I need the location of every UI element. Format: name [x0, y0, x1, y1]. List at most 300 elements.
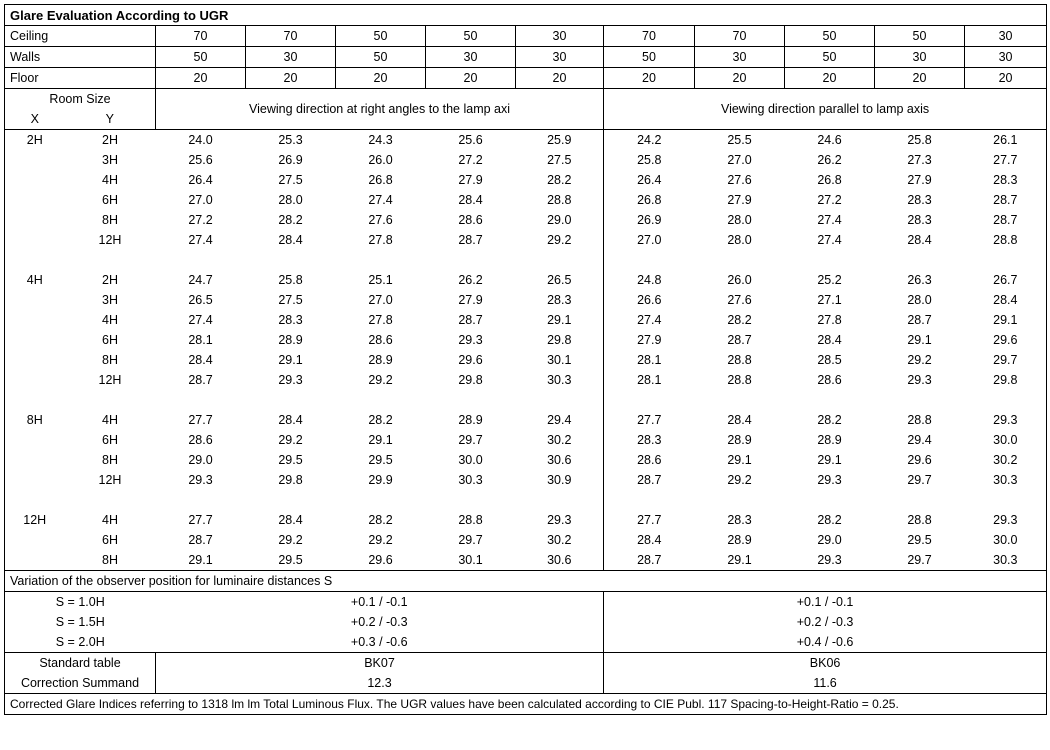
spacer-cell [516, 490, 604, 510]
room-y-label: 8H [102, 213, 118, 227]
room-x-label [5, 210, 65, 230]
reflectance-cell: 50 [785, 26, 875, 47]
ugr-value: 28.2 [727, 313, 752, 327]
spacer-cell [516, 390, 604, 410]
variation-value-left: +0.2 / -0.3 [156, 612, 604, 632]
ugr-value: 28.2 [516, 170, 604, 190]
ugr-value: 29.2 [278, 533, 303, 547]
room-x-label [5, 470, 65, 490]
room-x-label [5, 530, 65, 550]
ugr-value: 26.5 [188, 293, 213, 307]
room-y-label: 12H [98, 373, 122, 387]
ugr-value: 28.2 [278, 213, 303, 227]
ugr-value: 29.2 [368, 373, 393, 387]
ugr-value: 27.0 [188, 193, 213, 207]
ugr-value: 28.7 [458, 233, 483, 247]
ugr-value: 25.6 [426, 130, 516, 151]
ugr-value: 28.5 [817, 353, 842, 367]
ugr-value: 26.8 [368, 173, 393, 187]
ugr-value: 29.8 [516, 330, 604, 350]
ugr-value: 28.8 [458, 513, 483, 527]
reflectance-cell: 30 [965, 26, 1047, 47]
ugr-value: 27.9 [907, 173, 932, 187]
spacer-cell [5, 250, 65, 270]
variation-label: S = 1.5H [5, 612, 156, 632]
ugr-value: 27.6 [368, 213, 393, 227]
ugr-value: 29.2 [907, 353, 932, 367]
variation-value-right: +0.1 / -0.1 [604, 592, 1047, 613]
variation-value-right: +0.4 / -0.6 [604, 632, 1047, 653]
room-y-label: 8H [102, 453, 118, 467]
ugr-value: 26.9 [604, 210, 695, 230]
reflectance-cell: 50 [875, 26, 965, 47]
ugr-value: 28.4 [604, 530, 695, 550]
ugr-value: 29.7 [458, 433, 483, 447]
ugr-value: 25.1 [368, 273, 393, 287]
data-row [5, 410, 1047, 430]
ugr-value: 29.2 [727, 473, 752, 487]
reflectance-cell: 20 [336, 68, 426, 89]
reflectance-cell: 70 [695, 26, 785, 47]
ugr-value: 28.9 [278, 333, 303, 347]
data-row [5, 370, 1047, 390]
ugr-value: 28.9 [368, 353, 393, 367]
reflectance-label-floor: Floor [5, 68, 156, 89]
ugr-value: 27.9 [458, 173, 483, 187]
reflectance-cell: 70 [246, 26, 336, 47]
room-x-label: 8H [5, 410, 65, 430]
room-y-label: 4H [102, 173, 118, 187]
standard-table-right: BK06 [604, 653, 1047, 674]
reflectance-cell: 20 [516, 68, 604, 89]
ugr-value: 24.8 [604, 270, 695, 290]
ugr-value: 30.0 [458, 453, 483, 467]
ugr-value: 28.1 [604, 370, 695, 390]
spacer-cell [156, 390, 246, 410]
reflectance-cell: 50 [156, 47, 246, 68]
variation-label: S = 2.0H [5, 632, 156, 653]
ugr-value: 29.7 [965, 350, 1047, 370]
room-y-label: 8H [102, 353, 118, 367]
ugr-value: 27.0 [368, 293, 393, 307]
ugr-value: 28.4 [278, 413, 303, 427]
room-y-label: 2H [65, 130, 156, 151]
data-row [5, 450, 1047, 470]
room-x-label [5, 330, 65, 350]
ugr-value: 24.2 [604, 130, 695, 151]
ugr-value: 28.7 [604, 470, 695, 490]
ugr-value: 29.1 [368, 433, 393, 447]
correction-summand-right: 11.6 [604, 673, 1047, 694]
ugr-value: 28.2 [817, 413, 842, 427]
reflectance-cell: 50 [336, 26, 426, 47]
ugr-value: 28.7 [965, 210, 1047, 230]
room-x-label [5, 450, 65, 470]
ugr-value: 28.8 [965, 230, 1047, 250]
ugr-value: 30.2 [516, 430, 604, 450]
page-title: Glare Evaluation According to UGR [5, 5, 1047, 26]
ugr-value: 30.1 [516, 350, 604, 370]
ugr-value: 28.4 [188, 353, 213, 367]
variation-row [5, 632, 1047, 653]
data-row [5, 550, 1047, 571]
ugr-value: 28.7 [188, 373, 213, 387]
ugr-value: 29.1 [516, 310, 604, 330]
spacer-cell [785, 250, 875, 270]
variation-label: S = 1.0H [5, 592, 156, 613]
room-y-label: 4H [102, 413, 118, 427]
ugr-value: 29.3 [965, 510, 1047, 530]
ugr-value: 29.5 [368, 453, 393, 467]
room-size-y-header: Y [65, 109, 156, 130]
ugr-value: 28.3 [727, 513, 752, 527]
ugr-value: 27.2 [458, 153, 483, 167]
ugr-value: 30.2 [516, 530, 604, 550]
variation-value-left: +0.3 / -0.6 [156, 632, 604, 653]
ugr-value: 29.7 [875, 550, 965, 571]
reflectance-row-walls [5, 47, 1047, 68]
ugr-value: 27.0 [727, 153, 752, 167]
reflectance-cell: 20 [965, 68, 1047, 89]
standard-table-left: BK07 [156, 653, 604, 674]
ugr-value: 27.5 [278, 293, 303, 307]
ugr-value: 28.9 [727, 433, 752, 447]
ugr-value: 26.0 [727, 273, 752, 287]
ugr-value: 28.9 [727, 533, 752, 547]
ugr-value: 26.1 [965, 130, 1047, 151]
ugr-value: 26.9 [278, 153, 303, 167]
spacer-cell [875, 490, 965, 510]
reflectance-cell: 30 [426, 47, 516, 68]
ugr-value: 29.8 [965, 370, 1047, 390]
ugr-value: 30.0 [965, 530, 1047, 550]
reflectance-cell: 30 [695, 47, 785, 68]
reflectance-label-ceiling: Ceiling [5, 26, 156, 47]
ugr-value: 28.9 [458, 413, 483, 427]
room-y-label: 8H [65, 550, 156, 571]
ugr-value: 28.6 [817, 373, 842, 387]
title-row [5, 5, 1047, 26]
ugr-value: 29.3 [516, 510, 604, 530]
spacer-cell [965, 390, 1047, 410]
ugr-value: 29.1 [727, 453, 752, 467]
variation-row [5, 612, 1047, 632]
ugr-value: 28.4 [817, 333, 842, 347]
ugr-value: 28.0 [278, 193, 303, 207]
ugr-value: 29.0 [188, 453, 213, 467]
data-row [5, 290, 1047, 310]
ugr-value: 29.5 [278, 453, 303, 467]
ugr-value: 28.8 [516, 190, 604, 210]
data-row [5, 190, 1047, 210]
ugr-value: 29.2 [368, 533, 393, 547]
data-row [5, 350, 1047, 370]
ugr-value: 24.3 [336, 130, 426, 151]
ugr-value: 26.2 [817, 153, 842, 167]
ugr-value: 28.7 [604, 550, 695, 571]
data-row [5, 210, 1047, 230]
reflectance-cell: 20 [875, 68, 965, 89]
room-x-label [5, 290, 65, 310]
ugr-value: 27.9 [604, 330, 695, 350]
ugr-value: 27.7 [188, 513, 213, 527]
reflectance-cell: 30 [516, 26, 604, 47]
reflectance-cell: 70 [604, 26, 695, 47]
ugr-value: 28.1 [188, 333, 213, 347]
ugr-value: 28.3 [516, 290, 604, 310]
reflectance-cell: 70 [156, 26, 246, 47]
ugr-table [4, 4, 1047, 715]
spacer-cell [5, 490, 65, 510]
ugr-value: 28.4 [727, 413, 752, 427]
spacer-cell [426, 390, 516, 410]
ugr-value: 29.1 [907, 333, 932, 347]
ugr-value: 28.0 [727, 213, 752, 227]
ugr-value: 28.3 [278, 313, 303, 327]
data-row [5, 330, 1047, 350]
ugr-value: 27.3 [907, 153, 932, 167]
ugr-value: 30.3 [458, 473, 483, 487]
ugr-value: 26.5 [516, 270, 604, 290]
ugr-value: 29.3 [458, 333, 483, 347]
ugr-value: 29.9 [368, 473, 393, 487]
spacer-cell [65, 250, 156, 270]
ugr-value: 25.8 [604, 150, 695, 170]
ugr-value: 28.7 [188, 533, 213, 547]
variation-title: Variation of the observer position for luminaire distances S [5, 571, 1047, 592]
ugr-value: 27.4 [817, 213, 842, 227]
group-header-perpendicular: Viewing direction at right angles to the lamp axi [156, 89, 604, 130]
ugr-value: 29.2 [278, 433, 303, 447]
ugr-value: 30.3 [965, 550, 1047, 571]
ugr-value: 27.1 [817, 293, 842, 307]
variation-value-right: +0.2 / -0.3 [604, 612, 1047, 632]
reflectance-row-ceiling [5, 26, 1047, 47]
variation-value-left: +0.1 / -0.1 [156, 592, 604, 613]
ugr-value: 25.9 [516, 130, 604, 151]
ugr-value: 25.8 [278, 273, 303, 287]
spacer-cell [65, 490, 156, 510]
ugr-value: 29.6 [336, 550, 426, 571]
ugr-value: 29.1 [695, 550, 785, 571]
reflectance-cell: 20 [156, 68, 246, 89]
ugr-value: 29.1 [156, 550, 246, 571]
spacer-cell [785, 490, 875, 510]
data-row [5, 230, 1047, 250]
room-x-label: 2H [5, 130, 65, 151]
room-x-label [5, 230, 65, 250]
ugr-value: 26.4 [604, 170, 695, 190]
room-y-label: 6H [102, 533, 118, 547]
ugr-value: 29.6 [907, 453, 932, 467]
reflectance-cell: 20 [695, 68, 785, 89]
ugr-value: 29.3 [907, 373, 932, 387]
ugr-value: 30.9 [516, 470, 604, 490]
standard-table-label: Standard table [5, 653, 156, 674]
ugr-value: 30.6 [516, 550, 604, 571]
ugr-value: 27.0 [604, 230, 695, 250]
ugr-value: 28.9 [817, 433, 842, 447]
ugr-value: 29.3 [278, 373, 303, 387]
ugr-value: 27.2 [188, 213, 213, 227]
ugr-value: 28.8 [907, 513, 932, 527]
ugr-value: 28.4 [907, 233, 932, 247]
ugr-value: 30.2 [965, 450, 1047, 470]
spacer-cell [695, 390, 785, 410]
ugr-value: 27.4 [368, 193, 393, 207]
ugr-value: 27.4 [188, 313, 213, 327]
spacer-cell [5, 390, 65, 410]
spacer-cell [156, 250, 246, 270]
reflectance-cell: 50 [336, 47, 426, 68]
ugr-value: 27.7 [188, 413, 213, 427]
room-y-label: 6H [102, 193, 118, 207]
ugr-value: 27.6 [727, 293, 752, 307]
ugr-value: 27.7 [604, 510, 695, 530]
ugr-value: 30.1 [426, 550, 516, 571]
ugr-value: 30.3 [516, 370, 604, 390]
reflectance-cell: 20 [604, 68, 695, 89]
room-x-label [5, 370, 65, 390]
spacer-cell [965, 490, 1047, 510]
spacer-cell [875, 250, 965, 270]
room-x-label [5, 550, 65, 571]
ugr-value: 28.3 [907, 213, 932, 227]
spacer-cell [785, 390, 875, 410]
ugr-value: 29.6 [458, 353, 483, 367]
reflectance-cell: 30 [965, 47, 1047, 68]
reflectance-row-floor [5, 68, 1047, 89]
ugr-value: 28.4 [965, 290, 1047, 310]
ugr-value: 25.5 [695, 130, 785, 151]
group-spacer [5, 390, 1047, 410]
ugr-value: 27.4 [604, 310, 695, 330]
ugr-value: 30.0 [965, 430, 1047, 450]
ugr-value: 28.1 [604, 350, 695, 370]
room-x-label [5, 150, 65, 170]
spacer-cell [426, 250, 516, 270]
ugr-value: 29.0 [516, 210, 604, 230]
ugr-value: 28.2 [368, 413, 393, 427]
ugr-value: 26.8 [817, 173, 842, 187]
spacer-cell [604, 490, 695, 510]
data-row [5, 530, 1047, 550]
ugr-value: 29.6 [965, 330, 1047, 350]
ugr-value: 28.7 [907, 313, 932, 327]
footnote-row [5, 694, 1047, 715]
room-y-label: 4H [102, 513, 118, 527]
spacer-cell [965, 250, 1047, 270]
reflectance-cell: 20 [785, 68, 875, 89]
ugr-value: 28.2 [368, 513, 393, 527]
spacer-cell [336, 250, 426, 270]
data-row [5, 130, 1047, 151]
ugr-value: 27.4 [188, 233, 213, 247]
ugr-value: 28.8 [907, 413, 932, 427]
data-row [5, 510, 1047, 530]
ugr-value: 29.3 [965, 410, 1047, 430]
ugr-value: 28.6 [604, 450, 695, 470]
room-y-label: 4H [102, 313, 118, 327]
spacer-cell [336, 490, 426, 510]
spacer-cell [875, 390, 965, 410]
ugr-value: 30.3 [965, 470, 1047, 490]
room-size-x-header: X [5, 109, 65, 130]
ugr-value: 28.3 [965, 170, 1047, 190]
variation-row [5, 592, 1047, 613]
ugr-value: 28.0 [907, 293, 932, 307]
group-spacer [5, 490, 1047, 510]
ugr-value: 29.1 [817, 453, 842, 467]
reflectance-cell: 50 [604, 47, 695, 68]
ugr-value: 27.8 [368, 313, 393, 327]
ugr-value: 29.5 [246, 550, 336, 571]
ugr-value: 29.8 [278, 473, 303, 487]
ugr-value: 26.7 [965, 270, 1047, 290]
ugr-value: 26.8 [604, 190, 695, 210]
ugr-value: 29.0 [817, 533, 842, 547]
reflectance-cell: 30 [875, 47, 965, 68]
ugr-value: 26.6 [604, 290, 695, 310]
ugr-value: 27.5 [516, 150, 604, 170]
room-x-label [5, 310, 65, 330]
ugr-value: 26.3 [907, 273, 932, 287]
reflectance-cell: 30 [516, 47, 604, 68]
data-row [5, 170, 1047, 190]
ugr-value: 27.9 [458, 293, 483, 307]
reflectance-cell: 50 [785, 47, 875, 68]
ugr-value: 26.4 [188, 173, 213, 187]
reflectance-cell: 20 [426, 68, 516, 89]
ugr-value: 28.3 [907, 193, 932, 207]
ugr-value: 24.6 [785, 130, 875, 151]
ugr-value: 27.6 [727, 173, 752, 187]
ugr-value: 29.3 [817, 473, 842, 487]
reflectance-cell: 50 [426, 26, 516, 47]
spacer-cell [516, 250, 604, 270]
room-y-label: 3H [102, 293, 118, 307]
room-size-header: Room Size [5, 89, 156, 110]
data-row [5, 270, 1047, 290]
standard-table-row [5, 653, 1047, 674]
variation-title-row [5, 571, 1047, 592]
ugr-value: 29.8 [458, 373, 483, 387]
ugr-value: 27.5 [278, 173, 303, 187]
ugr-value: 27.8 [368, 233, 393, 247]
ugr-value: 27.9 [727, 193, 752, 207]
room-y-label: 3H [102, 153, 118, 167]
group-spacer [5, 250, 1047, 270]
ugr-value: 29.7 [458, 533, 483, 547]
ugr-value: 27.7 [965, 150, 1047, 170]
spacer-cell [246, 390, 336, 410]
spacer-cell [246, 250, 336, 270]
correction-summand-label: Correction Summand [5, 673, 156, 694]
ugr-value: 25.3 [246, 130, 336, 151]
ugr-value: 28.0 [727, 233, 752, 247]
ugr-value: 29.3 [188, 473, 213, 487]
ugr-value: 29.7 [907, 473, 932, 487]
spacer-cell [695, 250, 785, 270]
ugr-value: 28.4 [278, 513, 303, 527]
room-x-label [5, 190, 65, 210]
data-row [5, 430, 1047, 450]
spacer-cell [336, 390, 426, 410]
ugr-value: 28.4 [278, 233, 303, 247]
spacer-cell [695, 490, 785, 510]
group-header-parallel: Viewing direction parallel to lamp axis [604, 89, 1047, 130]
room-y-label: 6H [102, 333, 118, 347]
